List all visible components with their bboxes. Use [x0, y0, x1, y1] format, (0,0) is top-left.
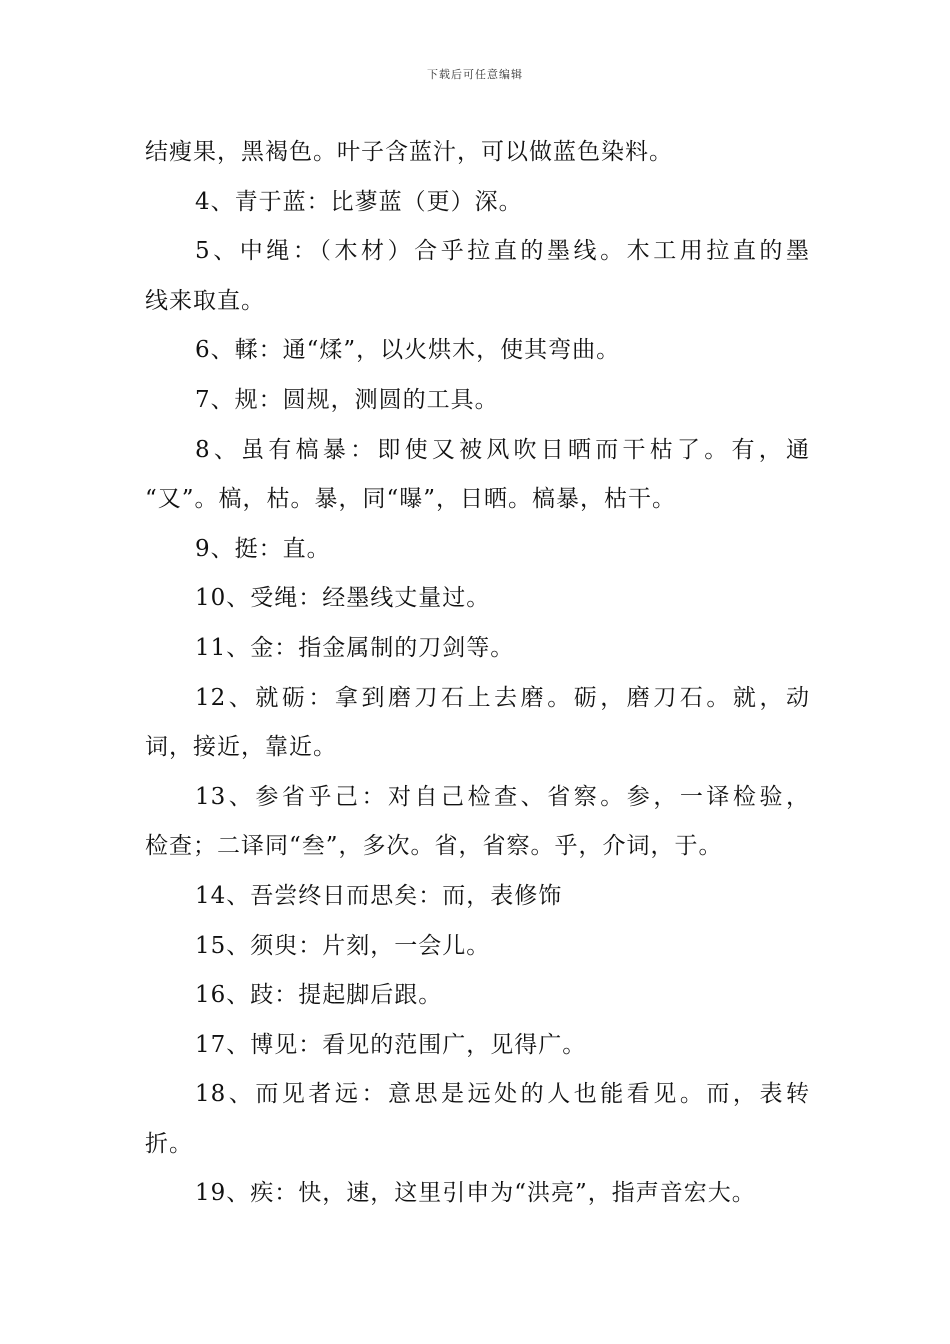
text-line: 5、中绳：（木材）合乎拉直的墨线。木工用拉直的墨 — [195, 238, 810, 265]
text-line: 9、挺：直。 — [195, 535, 331, 562]
text-line: 13、参省乎己：对自己检查、省察。参，一译检验， — [195, 783, 810, 810]
text-line: 4、青于蓝：比蓼蓝（更）深。 — [195, 188, 523, 215]
text-line: 6、輮：通“煣”，以火烘木，使其弯曲。 — [195, 337, 621, 364]
text-line: 7、规：圆规，测圆的工具。 — [195, 386, 499, 413]
text-line: “又”。槁，枯。暴，同“曝”，日晒。槁暴，枯干。 — [145, 486, 677, 513]
text-line: 19、疾：快，速，这里引申为“洪亮”，指声音宏大。 — [195, 1180, 756, 1207]
text-line: 检查；二译同“叁”，多次。省，省察。乎，介词，于。 — [145, 833, 723, 860]
text-line: 12、就砺：拿到磨刀石上去磨。砺，磨刀石。就，动 — [195, 684, 810, 711]
text-line: 线来取直。 — [145, 287, 265, 314]
text-line: 16、跂：提起脚后跟。 — [195, 982, 443, 1009]
text-line: 14、吾尝终日而思矣：而，表修饰 — [195, 882, 563, 909]
text-line: 折。 — [145, 1130, 193, 1157]
document-body — [145, 128, 810, 1219]
text-line: 17、博见：看见的范围广，见得广。 — [195, 1031, 587, 1058]
page-header: 下载后可任意编辑 — [427, 68, 523, 81]
text-line: 11、金：指金属制的刀剑等。 — [195, 634, 515, 661]
text-line: 10、受绳：经墨线丈量过。 — [195, 585, 491, 612]
text-line: 18、而见者远：意思是远处的人也能看见。而，表转 — [195, 1081, 810, 1108]
text-line: 词，接近，靠近。 — [145, 734, 337, 761]
text-line: 8、虽有槁暴：即使又被风吹日晒而干枯了。有，通 — [195, 436, 810, 463]
text-line: 15、须臾：片刻，一会儿。 — [195, 932, 491, 959]
text-line: 结瘦果，黑褐色。叶子含蓝汁，可以做蓝色染料。 — [145, 139, 673, 165]
